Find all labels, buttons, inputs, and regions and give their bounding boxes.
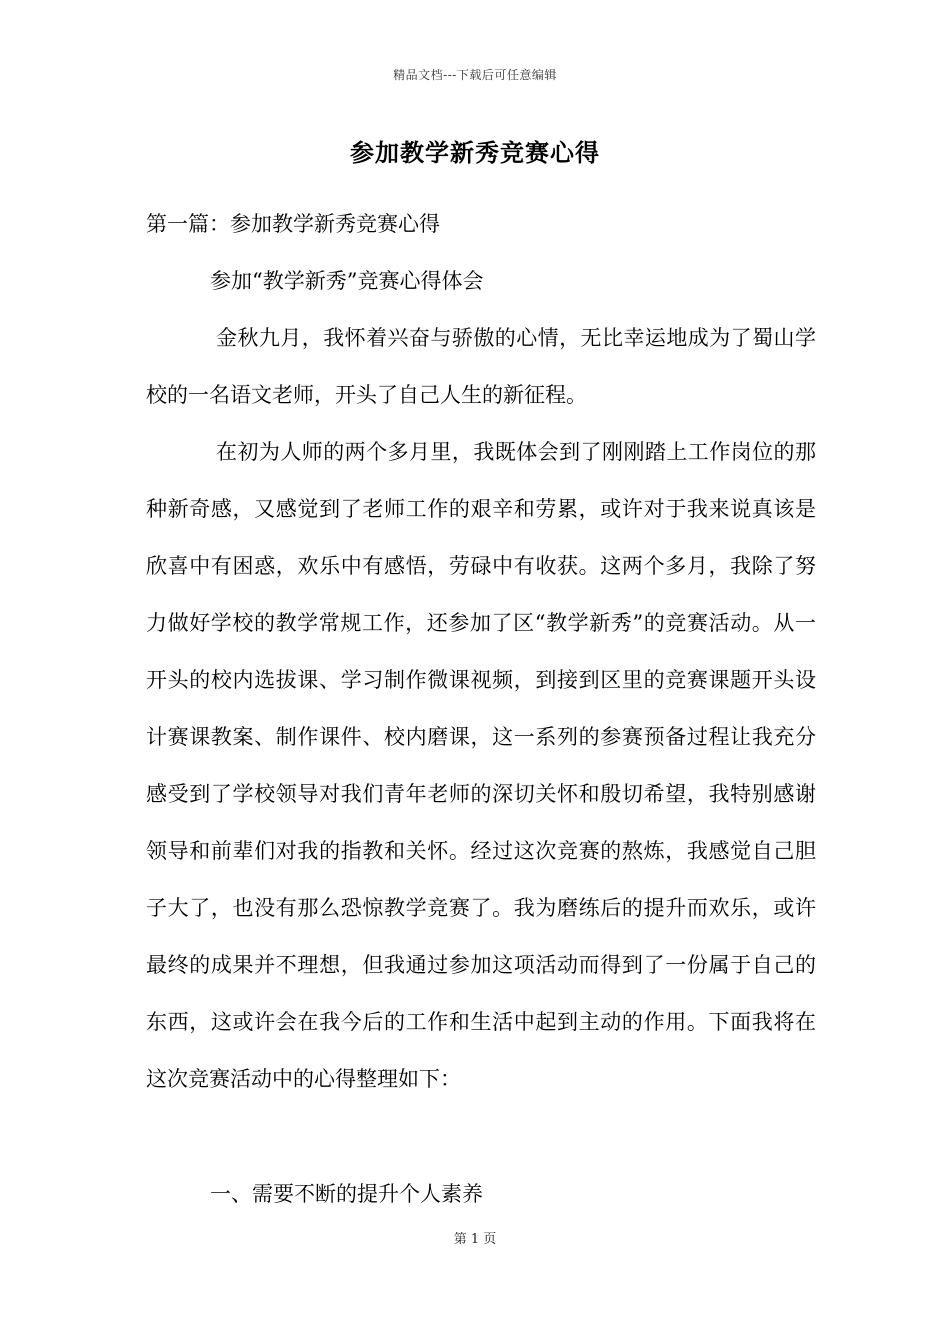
paragraph: 金秋九月，我怀着兴奋与骄傲的心情，无比幸运地成为了蜀山学校的一名语文老师，开头了自己人生的新征程。 <box>146 326 816 407</box>
list-heading: 一、需要不断的提升个人素养 <box>210 1182 483 1206</box>
page-header: 精品文档---下载后可任意编辑 <box>393 68 557 82</box>
page-number: 第 1 页 <box>453 1232 497 1247</box>
document-title: 参加教学新秀竞赛心得 <box>350 138 600 167</box>
section-heading: 第一篇：参加教学新秀竞赛心得 <box>146 212 440 236</box>
paragraph: 在初为人师的两个多月里，我既体会到了刚刚踏上工作岗位的那种新奇感，又感觉到了老师工作的艰辛和劳累，或许对于我来说真该是欣喜中有困惑，欢乐中有感悟，劳碌中有收获。这两个多月，我除了努力做好学校的教学常规工作，还参加了区“教学新秀”的竞赛活动。从一开头的校内选拔课、学习制作微课视频，到接到区里的竞赛课题开头设计赛课教案、制作课件、校内磨课，这一系列的参赛预备过程让我充分感受到了学校领导对我们青年老师的深切关怀和殷切希望，我特别感谢领导和前辈们对我的指教和关怀。经过这次竞赛的熬炼，我感觉自己胆子大了，也没有那么恐惊教学竞赛了。我为磨练后的提升而欢乐，或许最终的成果并不理想，但我通过参加这项活动而得到了一份属于自己的东西，这或许会在我今后的工作和生活中起到主动的作用。下面我将在这次竞赛活动中的心得整理如下： <box>146 440 816 1091</box>
subheading: 参加“教学新秀”竞赛心得体会 <box>210 269 484 293</box>
